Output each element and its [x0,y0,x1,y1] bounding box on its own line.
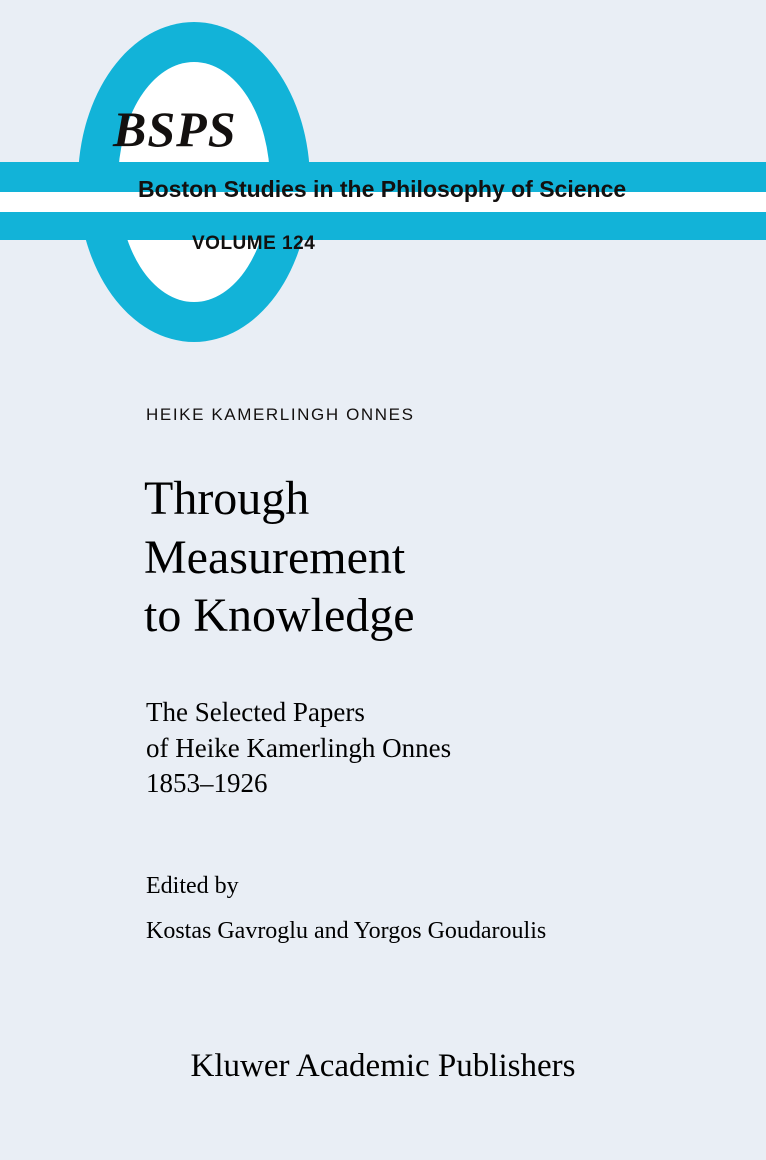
subtitle [146,695,706,802]
author-name-top: HEIKE KAMERLINGH ONNES [146,405,415,424]
subtitle-line-3: 1853–1926 [146,768,268,799]
series-title: Boston Studies in the Philosophy of Science [138,176,627,202]
cyan-stripe-lower [0,212,766,240]
publisher-name: Kluwer Academic Publishers [190,1048,576,1084]
edited-by-label: Edited by [146,873,239,899]
subtitle-line-1: The Selected Papers [146,697,365,727]
page-title [144,470,704,646]
title-line-3: to Knowledge [144,589,415,643]
volume-label: VOLUME 124 [192,233,316,254]
series-logo: BSPS [113,101,237,157]
editors-names: Kostas Gavroglu and Yorgos Goudaroulis [146,918,547,944]
title-line-2: Measurement [144,530,406,584]
subtitle-line-2: of Heike Kamerlingh Onnes [146,732,452,763]
title-line-1: Through [144,472,310,525]
series-band-artwork [0,0,766,360]
